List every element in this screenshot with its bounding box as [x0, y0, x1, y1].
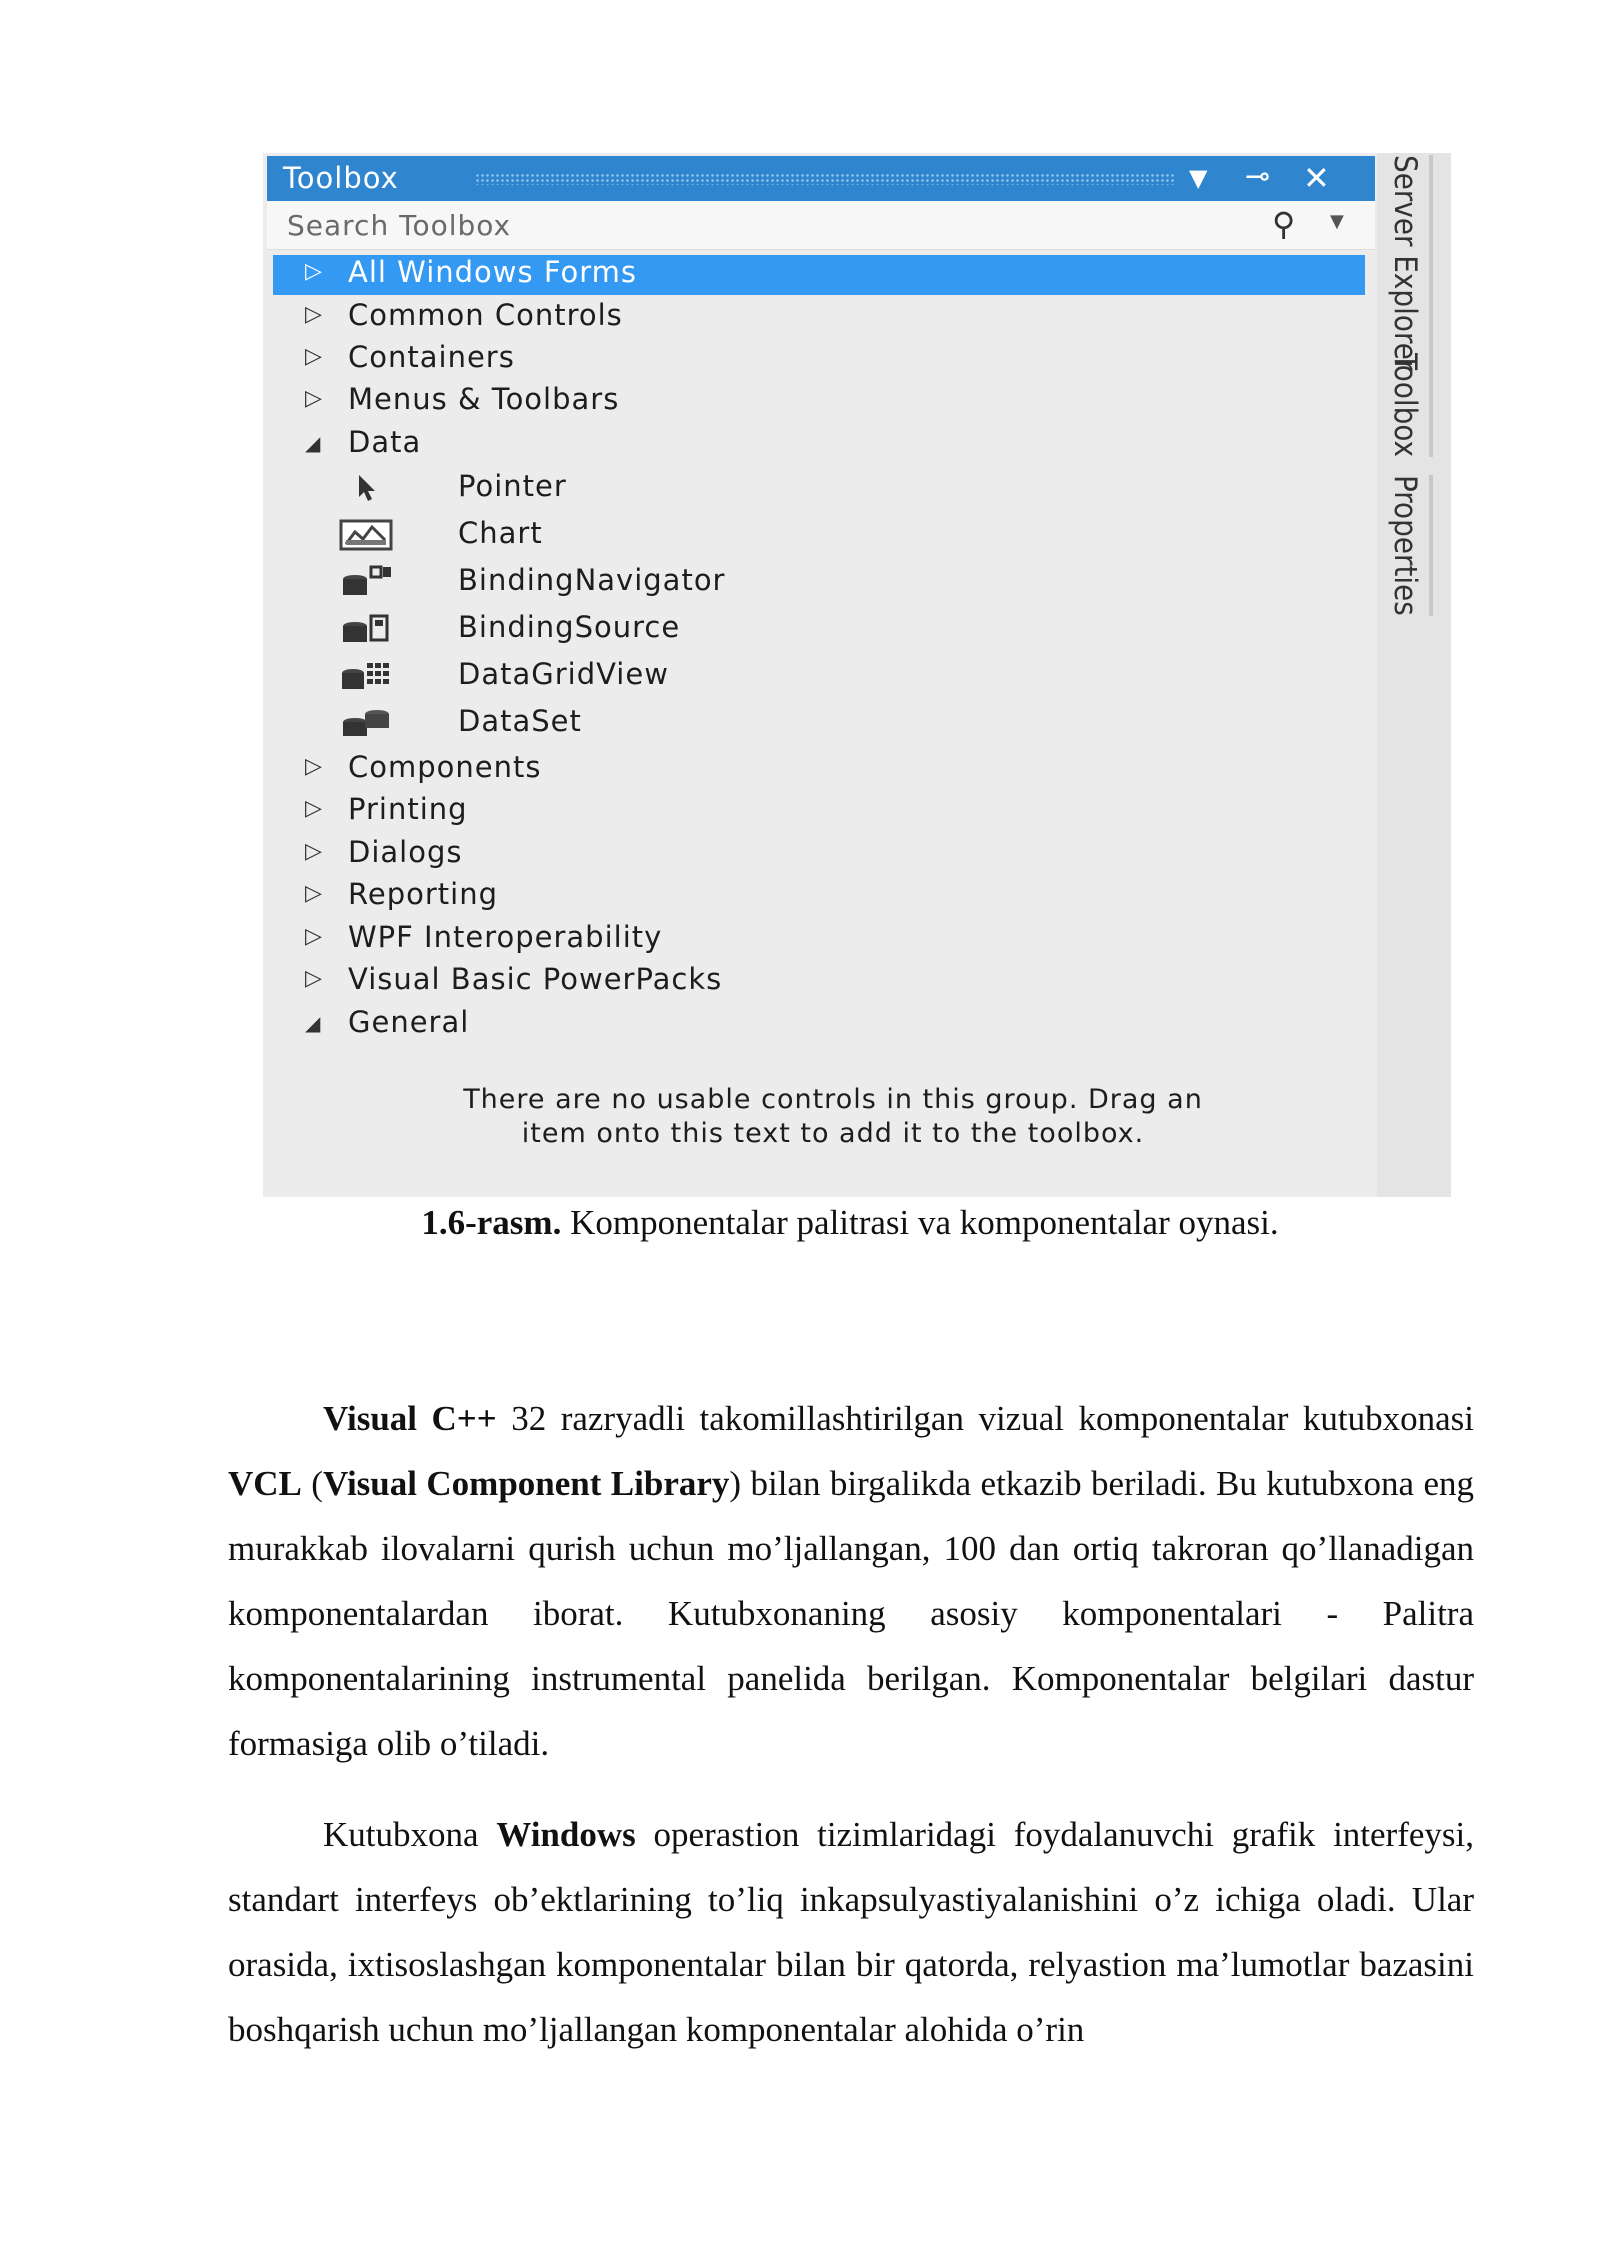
- chevron-down-icon[interactable]: ▼: [1330, 211, 1344, 232]
- search-placeholder: Search Toolbox: [287, 209, 512, 242]
- toolbox-titlebar: [267, 156, 1375, 201]
- group-label: Data: [348, 425, 422, 459]
- empty-message-line: There are no usable controls in this group. Drag an: [463, 1084, 1203, 1115]
- group-label: Reporting: [348, 877, 498, 911]
- item-label: BindingNavigator: [458, 563, 726, 597]
- expand-arrow-icon: ▷: [305, 386, 323, 411]
- paragraph-text: ) bilan birgalikda etkazib beriladi. Bu kutubxona eng murakkab ilovalarni qurish uchun mo’ljallangan, 100 dan ortiq takroran qo’llanadigan komponentalardan iborat. Kutubxonaning asosiy komponentalari - Palitra komponentalarining instrumental panelida berilgan. Komponentalar belgilari dastur formasiga olib o’tiladi.: [228, 1464, 1474, 1763]
- paragraph-text: operastion tizimlaridagi foydalanuvchi grafik interfeysi, standart interfeys ob’ektlarining to’liq inkapsulyastiyalanishini o’z ichiga oladi. Ular orasida, ixtisoslashgan komponentalar bilan bir qatorda, relyastion ma’lumotlar bazasini boshqarish uchun mo’ljallangan komponentalar alohida o’rin: [228, 1815, 1474, 2049]
- expand-arrow-icon: ▷: [305, 839, 323, 864]
- side-tab-strip: [1377, 153, 1451, 1197]
- group-label: Printing: [348, 792, 468, 826]
- group-data[interactable]: [273, 425, 1365, 465]
- group-menus-toolbars[interactable]: [273, 382, 1365, 422]
- group-components[interactable]: [273, 750, 1365, 790]
- expand-arrow-icon: ▷: [305, 302, 323, 327]
- collapse-arrow-icon: ◢: [305, 431, 322, 455]
- titlebar-grip[interactable]: [475, 173, 1175, 185]
- item-label: Pointer: [458, 469, 567, 503]
- item-chart[interactable]: [263, 516, 1363, 556]
- caption-number: 1.6-rasm.: [421, 1203, 562, 1242]
- expand-arrow-icon: ▷: [305, 344, 323, 369]
- paragraph-1: [228, 1386, 1474, 1776]
- group-containers[interactable]: [273, 340, 1365, 380]
- close-icon[interactable]: ✕: [1303, 159, 1330, 197]
- bold-term: VCL: [228, 1464, 302, 1503]
- item-label: DataGridView: [458, 657, 669, 691]
- expand-arrow-icon: ▷: [305, 881, 323, 906]
- group-label: Menus & Toolbars: [348, 382, 620, 416]
- chart-icon: [339, 518, 393, 552]
- group-all-windows-forms[interactable]: [273, 255, 1365, 295]
- item-binding-source[interactable]: [263, 610, 1363, 650]
- search-icon[interactable]: ⚲: [1272, 205, 1296, 243]
- empty-message-line: item onto this text to add it to the toolbox.: [521, 1118, 1145, 1149]
- tab-toolbox[interactable]: Toolbox: [1387, 353, 1433, 457]
- group-label: Visual Basic PowerPacks: [348, 962, 723, 996]
- group-common-controls[interactable]: [273, 298, 1365, 338]
- group-wpf-interoperability[interactable]: [273, 920, 1365, 960]
- paragraph-2: [228, 1802, 1474, 2062]
- expand-arrow-icon: ▷: [305, 966, 323, 991]
- paragraph-text: 32 razryadli takomillashtirilgan vizual komponentalar kutubxonasi: [496, 1399, 1474, 1438]
- figure-caption: [0, 1203, 1600, 1243]
- group-label: Containers: [348, 340, 515, 374]
- bold-term: Visual C++: [323, 1399, 497, 1438]
- paragraph-text: (: [301, 1464, 323, 1503]
- item-pointer[interactable]: [263, 469, 1363, 509]
- datagridview-icon: [339, 659, 393, 693]
- dataset-icon: [339, 706, 393, 740]
- item-binding-navigator[interactable]: [263, 563, 1363, 603]
- collapse-arrow-icon: ◢: [305, 1011, 322, 1035]
- item-label: BindingSource: [458, 610, 681, 644]
- group-label: WPF Interoperability: [348, 920, 663, 954]
- item-datagridview[interactable]: [263, 657, 1363, 697]
- paragraph-text: Kutubxona: [323, 1815, 497, 1854]
- caption-text: Komponentalar palitrasi va komponentalar oynasi.: [561, 1203, 1279, 1242]
- group-label: All Windows Forms: [348, 255, 638, 289]
- expand-arrow-icon: ▷: [305, 924, 323, 949]
- binding-navigator-icon: [339, 565, 393, 599]
- expand-arrow-icon: ▷: [305, 796, 323, 821]
- group-label: Dialogs: [348, 835, 463, 869]
- empty-group-message[interactable]: [303, 1083, 1363, 1151]
- item-dataset[interactable]: [263, 704, 1363, 744]
- tab-properties[interactable]: Properties: [1387, 475, 1433, 616]
- binding-source-icon: [339, 612, 393, 646]
- group-label: Common Controls: [348, 298, 623, 332]
- item-label: Chart: [458, 516, 543, 550]
- item-label: DataSet: [458, 704, 582, 738]
- pointer-icon: [339, 471, 393, 505]
- group-label: Components: [348, 750, 542, 784]
- pin-icon[interactable]: ⊸: [1245, 159, 1271, 194]
- expand-arrow-icon: ▷: [305, 259, 323, 284]
- tab-server-explorer[interactable]: Server Explorer: [1387, 155, 1433, 371]
- group-label: General: [348, 1005, 470, 1039]
- bold-term: Windows: [496, 1815, 636, 1854]
- bold-term: Visual Component Library: [322, 1464, 730, 1503]
- group-reporting[interactable]: [273, 877, 1365, 917]
- expand-arrow-icon: ▷: [305, 754, 323, 779]
- group-dialogs[interactable]: [273, 835, 1365, 875]
- search-toolbox-field[interactable]: [267, 201, 1375, 250]
- dropdown-arrow-icon[interactable]: ▼: [1189, 164, 1208, 192]
- group-visual-basic-powerpacks[interactable]: [273, 962, 1365, 1002]
- toolbox-screenshot: [263, 153, 1451, 1197]
- group-printing[interactable]: [273, 792, 1365, 832]
- toolbox-title: Toolbox: [283, 161, 399, 195]
- group-general[interactable]: [273, 1005, 1365, 1045]
